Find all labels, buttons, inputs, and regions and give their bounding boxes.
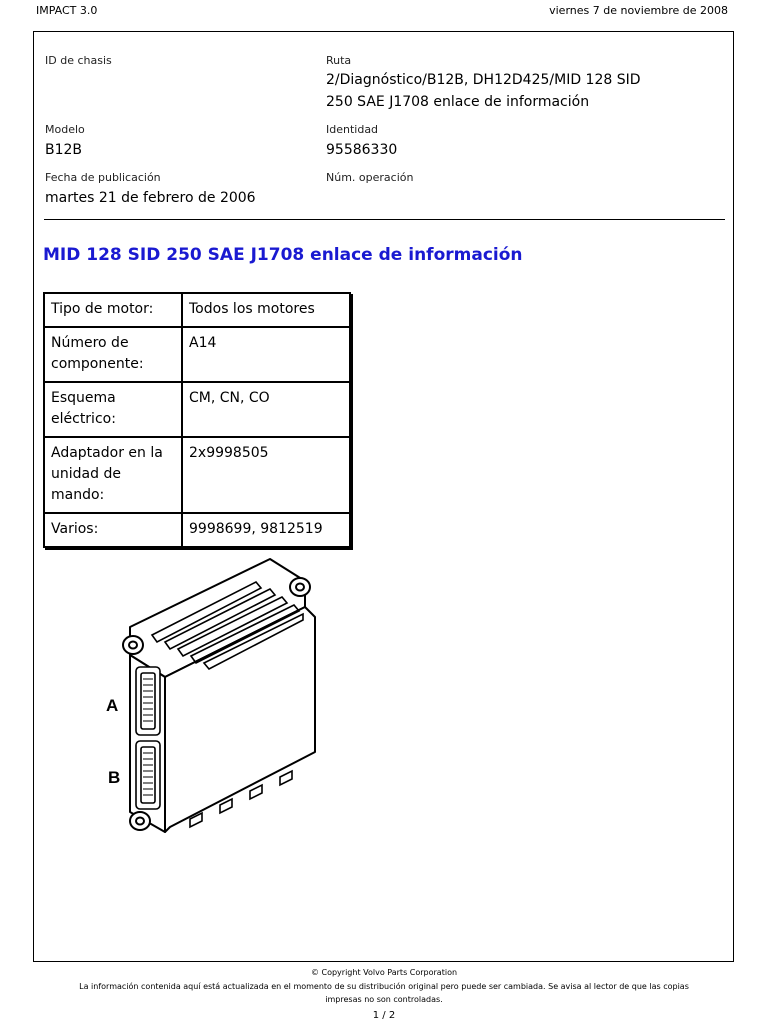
spec-key-text: Tipo de motor: <box>51 301 154 317</box>
route-value-line2: 250 SAE J1708 enlace de información <box>326 94 590 110</box>
table-row <box>44 293 350 327</box>
ecu-illustration <box>70 537 370 857</box>
header-divider <box>44 219 725 220</box>
identity-value: 95586330 <box>326 142 398 158</box>
spec-key <box>44 327 182 382</box>
spec-key <box>44 382 182 437</box>
spec-key-text: Número de <box>51 335 129 351</box>
page-number: 1 / 2 <box>372 1010 396 1021</box>
copyright: © Copyright Volvo Parts Corporation <box>310 968 458 977</box>
spec-key-text: Esquema <box>51 390 116 406</box>
model-label: Modelo <box>45 123 85 136</box>
route-value-line1: 2/Diagnóstico/B12B, DH12D425/MID 128 SID <box>326 72 641 88</box>
spec-key-text: Adaptador en la <box>51 445 163 461</box>
table-row <box>44 437 350 513</box>
table-row <box>44 327 350 382</box>
spec-value: A14 <box>182 327 350 382</box>
page-title: MID 128 SID 250 SAE J1708 enlace de información <box>43 245 523 265</box>
print-date: viernes 7 de noviembre de 2008 <box>549 4 728 17</box>
spec-key-text: unidad de mando: <box>51 466 121 503</box>
spec-value: 2x9998505 <box>182 437 350 513</box>
chassis-id-label: ID de chasis <box>45 54 112 67</box>
spec-value: Todos los motores <box>182 293 350 327</box>
spec-key <box>44 437 182 513</box>
app-name: IMPACT 3.0 <box>36 4 98 17</box>
publication-date-label: Fecha de publicación <box>45 171 161 184</box>
spec-value: 9998699, 9812519 <box>182 513 350 547</box>
route-label: Ruta <box>326 54 352 67</box>
table-row <box>44 382 350 437</box>
connector-b-label: B <box>108 768 121 787</box>
connector-a-label: A <box>106 696 119 715</box>
document-frame <box>33 31 734 962</box>
model-value: B12B <box>45 142 83 158</box>
spec-key <box>44 293 182 327</box>
spec-key-text: Varios: <box>51 521 99 537</box>
spec-table <box>43 292 351 548</box>
identity-label: Identidad <box>326 123 379 136</box>
spec-key-text: componente: <box>51 356 144 372</box>
notice-line: impresas no son controladas. <box>325 995 443 1004</box>
spec-key-text: eléctrico: <box>51 411 116 427</box>
operation-number-label: Núm. operación <box>326 171 414 184</box>
spec-value: CM, CN, CO <box>182 382 350 437</box>
notice-line: La información contenida aquí está actualizada en el momento de su distribución original pero puede ser cambiada. Se avisa al lector de que las copias <box>79 982 689 991</box>
distribution-notice <box>0 980 768 1006</box>
publication-date-value: martes 21 de febrero de 2006 <box>45 190 256 206</box>
